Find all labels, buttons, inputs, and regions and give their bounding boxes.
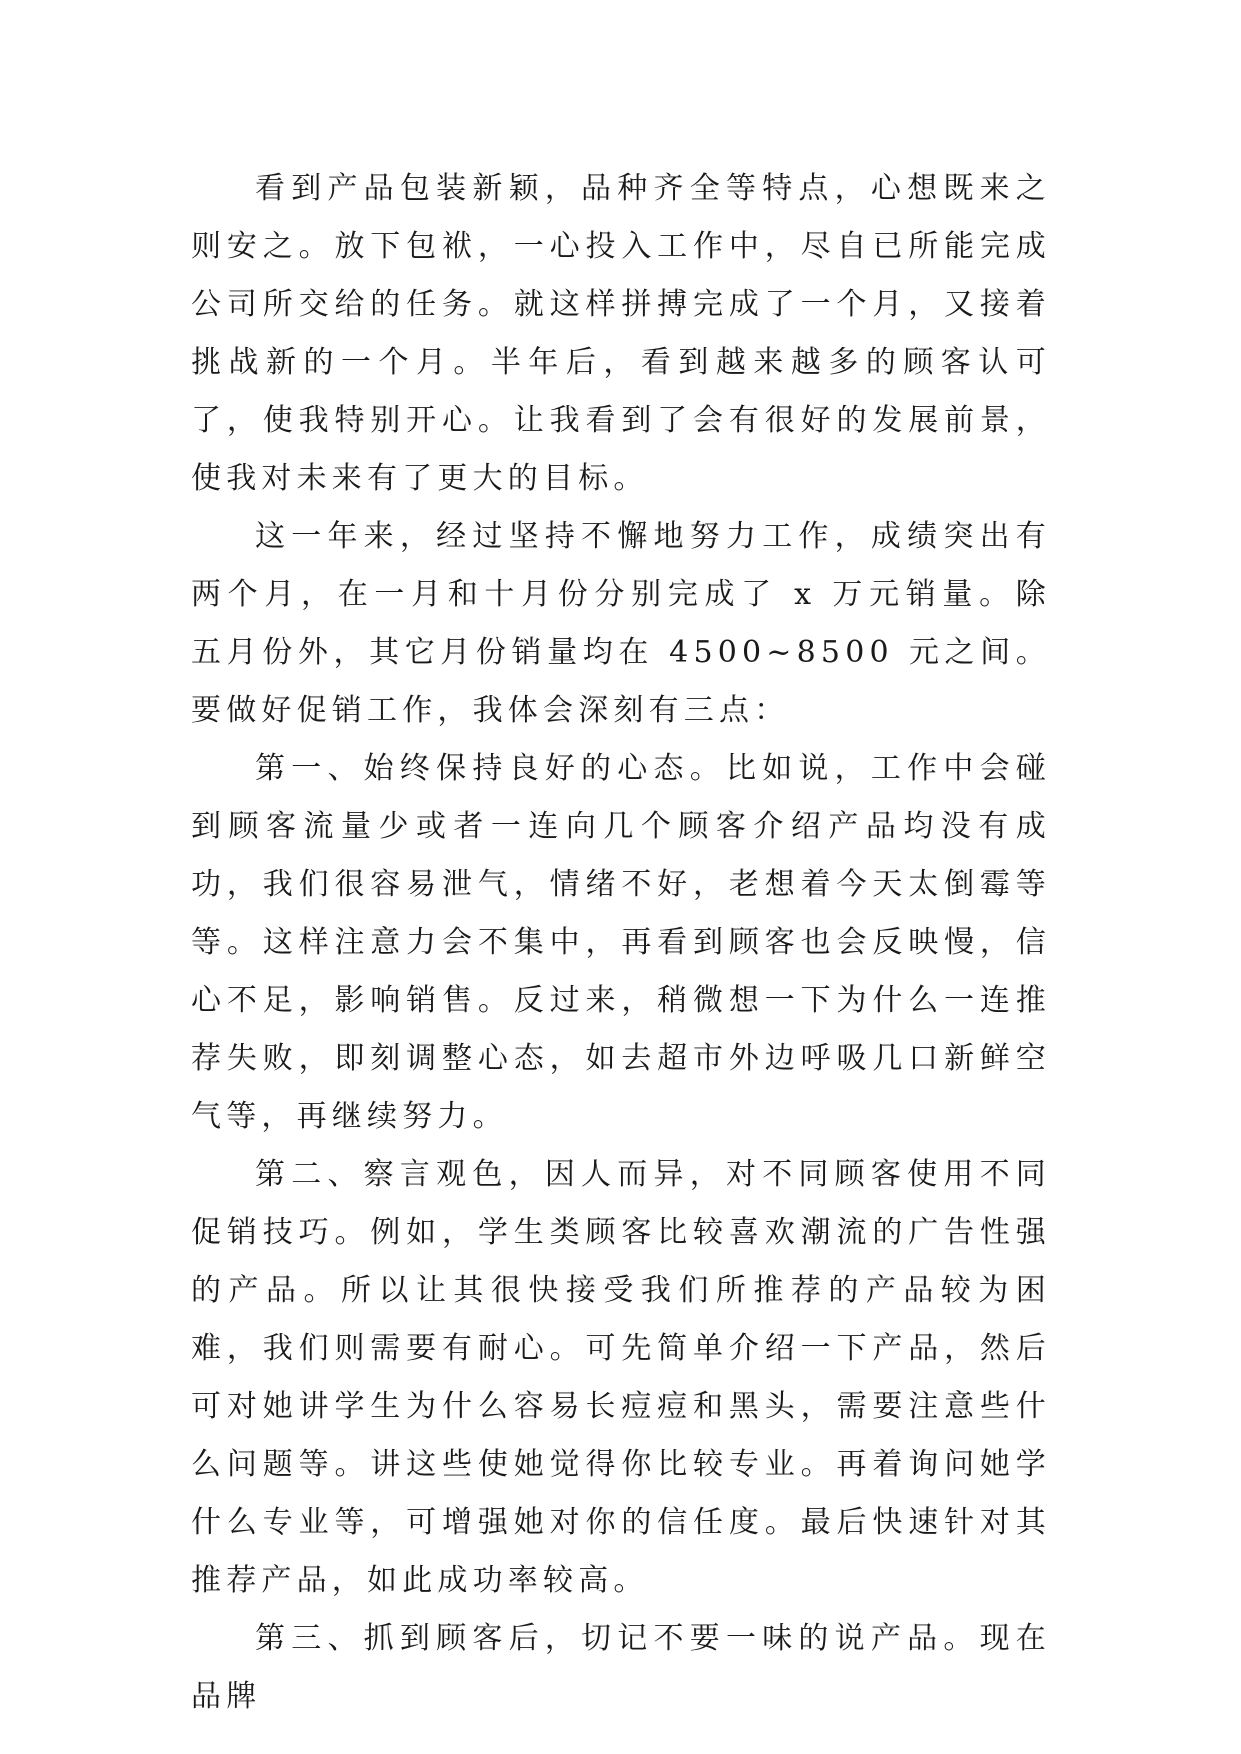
body-text [191,160,1051,1726]
paragraph-point-three: 第三、抓到顾客后，切记不要一味的说产品。现在品牌 [191,1621,1051,1714]
paragraph-point-two: 第二、察言观色，因人而异，对不同顾客使用不同促销技巧。例如，学生类顾客比较喜欢潮流的广告性强的产品。所以让其很快接受我们所推荐的产品较为困难，我们则需要有耐心。可先简单介绍一下产品，然后可对她讲学生为什么容易长痘痘和黑头，需要注意些什么问题等。讲这些使她觉得你比较专业。再着询问她学什么专业等，可增强她对你的信任度。最后快速针对其推荐产品，如此成功率较高。 [191,1157,1051,1598]
paragraph-point-one: 第一、始终保持良好的心态。比如说，工作中会碰到顾客流量少或者一连向几个顾客介绍产品均没有成功，我们很容易泄气，情绪不好，老想着今天太倒霉等等。这样注意力会不集中，再看到顾客也会反映慢，信心不足，影响销售。反过来，稍微想一下为什么一连推荐失败，即刻调整心态，如去超市外边呼吸几口新鲜空气等，再继续努力。 [191,751,1051,1134]
paragraph-intro: 看到产品包装新颖，品种齐全等特点，心想既来之则安之。放下包袱，一心投入工作中，尽自已所能完成公司所交给的任务。就这样拼搏完成了一个月，又接着挑战新的一个月。半年后，看到越来越多的顾客认可了，使我特别开心。让我看到了会有很好的发展前景，使我对未来有了更大的目标。 [191,171,1051,496]
paragraph-sales-summary: 这一年来，经过坚持不懈地努力工作，成绩突出有两个月，在一月和十月份分别完成了 x 万元销量。除五月份外，其它月份销量均在 4500~8500 元之间。要做好促销工作，我体会深刻有三点： [191,519,1051,728]
